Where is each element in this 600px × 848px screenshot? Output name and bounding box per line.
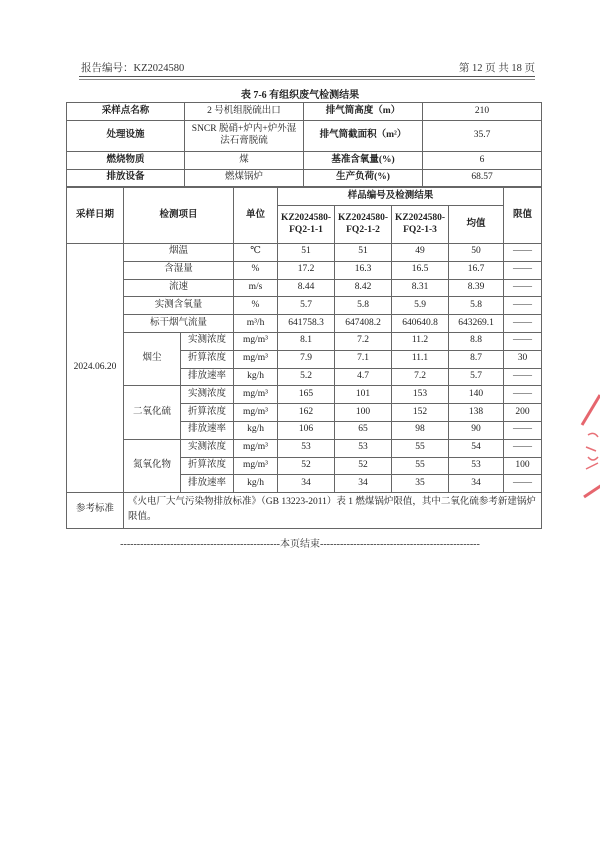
cell-avg: 8.39 — [449, 279, 504, 297]
cell-avg: 5.8 — [449, 297, 504, 315]
pollutant-name: 二氧化硫 — [124, 386, 181, 439]
cell-v3: 98 — [392, 421, 449, 439]
cell-v3: 11.2 — [392, 332, 449, 350]
cell-avg: 50 — [449, 244, 504, 262]
cell-v1: 51 — [278, 244, 335, 262]
cell-v2: 4.7 — [335, 368, 392, 386]
info-table — [66, 102, 542, 187]
cell-v1: 17.2 — [278, 261, 335, 279]
page-info: 第 12 页 共 18 页 — [458, 63, 535, 74]
info-row — [67, 152, 542, 170]
info-value: 煤 — [185, 152, 304, 170]
data-row — [67, 244, 542, 262]
header-item: 检测项目 — [124, 188, 234, 244]
results-table — [66, 187, 542, 529]
info-value: 210 — [423, 103, 542, 121]
info-value: SNCR 脱硝+炉内+炉外湿法石膏脱硫 — [185, 121, 304, 152]
cell-avg: 138 — [449, 404, 504, 422]
cell-v3: 55 — [392, 439, 449, 457]
cell-v1: 8.1 — [278, 332, 335, 350]
cell-limit: 30 — [504, 350, 542, 368]
cell-v2: 16.3 — [335, 261, 392, 279]
item-name: 实测含氧量 — [124, 297, 234, 315]
cell-avg: 54 — [449, 439, 504, 457]
data-row — [67, 297, 542, 315]
info-label: 基准含氧量(%) — [304, 152, 423, 170]
info-label: 排气筒高度（m） — [304, 103, 423, 121]
cell-limit: —— — [504, 439, 542, 457]
data-row — [67, 439, 542, 457]
cell-v3: 152 — [392, 404, 449, 422]
cell-v2: 52 — [335, 457, 392, 475]
cell-v3: 11.1 — [392, 350, 449, 368]
cell-v2: 34 — [335, 475, 392, 493]
info-label: 生产负荷(%) — [304, 170, 423, 187]
cell-v3: 35 — [392, 475, 449, 493]
sub-item: 排放速率 — [181, 368, 234, 386]
item-name: 含湿量 — [124, 261, 234, 279]
cell-unit: mg/m³ — [234, 332, 278, 350]
cell-v3: 640640.8 — [392, 315, 449, 333]
header-group: 样品编号及检测结果 — [278, 188, 504, 206]
cell-v2: 5.8 — [335, 297, 392, 315]
cell-v3: 55 — [392, 457, 449, 475]
cell-v1: 641758.3 — [278, 315, 335, 333]
reference-text: 《火电厂大气污染物排放标准》（GB 13223-2011）表 1 燃煤锅炉限值，其中二氧化硫参考新建锅炉限值。 — [124, 493, 542, 528]
cell-v1: 106 — [278, 421, 335, 439]
cell-v1: 53 — [278, 439, 335, 457]
cell-limit: —— — [504, 475, 542, 493]
header-rule-thin — [79, 79, 535, 80]
cell-limit: 200 — [504, 404, 542, 422]
cell-v1: 5.2 — [278, 368, 335, 386]
cell-v3: 49 — [392, 244, 449, 262]
cell-v1: 5.7 — [278, 297, 335, 315]
cell-avg: 90 — [449, 421, 504, 439]
sub-item: 排放速率 — [181, 421, 234, 439]
cell-v1: 34 — [278, 475, 335, 493]
info-value: 燃煤锅炉 — [185, 170, 304, 187]
cell-v2: 100 — [335, 404, 392, 422]
info-label: 燃烧物质 — [67, 152, 185, 170]
info-row — [67, 170, 542, 187]
data-row — [67, 261, 542, 279]
info-value: 2 号机组脱硫出口 — [185, 103, 304, 121]
data-row — [67, 315, 542, 333]
cell-v1: 7.9 — [278, 350, 335, 368]
item-name: 标干烟气流量 — [124, 315, 234, 333]
header-unit: 单位 — [234, 188, 278, 244]
cell-unit: % — [234, 261, 278, 279]
cell-unit: kg/h — [234, 475, 278, 493]
info-value: 68.57 — [423, 170, 542, 187]
cell-limit: —— — [504, 261, 542, 279]
cell-avg: 140 — [449, 386, 504, 404]
data-row — [67, 386, 542, 404]
cell-v3: 16.5 — [392, 261, 449, 279]
cell-v3: 8.31 — [392, 279, 449, 297]
sub-item: 排放速率 — [181, 475, 234, 493]
info-label: 采样点名称 — [67, 103, 185, 121]
cell-v2: 8.42 — [335, 279, 392, 297]
header-rule-thick — [79, 76, 535, 77]
header-average: 均值 — [449, 206, 504, 244]
info-label: 处理设施 — [67, 121, 185, 152]
cell-v3: 153 — [392, 386, 449, 404]
sub-item: 折算浓度 — [181, 350, 234, 368]
cell-limit: —— — [504, 297, 542, 315]
cell-avg: 5.7 — [449, 368, 504, 386]
cell-v2: 53 — [335, 439, 392, 457]
cell-unit: m/s — [234, 279, 278, 297]
cell-unit: kg/h — [234, 421, 278, 439]
header-sample-2: KZ2024580-FQ2-1-2 — [335, 206, 392, 244]
header-sample-1: KZ2024580-FQ2-1-1 — [278, 206, 335, 244]
sub-item: 实测浓度 — [181, 439, 234, 457]
cell-limit: —— — [504, 421, 542, 439]
cell-unit: mg/m³ — [234, 350, 278, 368]
info-value: 6 — [423, 152, 542, 170]
item-name: 烟温 — [124, 244, 234, 262]
sub-item: 实测浓度 — [181, 332, 234, 350]
header-row — [67, 188, 542, 206]
header-sample-3: KZ2024580-FQ2-1-3 — [392, 206, 449, 244]
header-date: 采样日期 — [67, 188, 124, 244]
cell-avg: 8.8 — [449, 332, 504, 350]
cell-v1: 165 — [278, 386, 335, 404]
cell-v2: 647408.2 — [335, 315, 392, 333]
cell-limit: —— — [504, 315, 542, 333]
info-label: 排气筒截面积（m²） — [304, 121, 423, 152]
sub-item: 折算浓度 — [181, 457, 234, 475]
cell-v3: 5.9 — [392, 297, 449, 315]
cell-unit: mg/m³ — [234, 386, 278, 404]
cell-avg: 8.7 — [449, 350, 504, 368]
cell-v2: 7.2 — [335, 332, 392, 350]
cell-unit: ℃ — [234, 244, 278, 262]
cell-v3: 7.2 — [392, 368, 449, 386]
cell-unit: m³/h — [234, 315, 278, 333]
cell-v2: 51 — [335, 244, 392, 262]
report-number: 报告编号：KZ2024580 — [81, 63, 185, 74]
table-title: 表 7-6 有组织废气检测结果 — [240, 90, 360, 101]
cell-unit: mg/m³ — [234, 404, 278, 422]
cell-unit: kg/h — [234, 368, 278, 386]
cell-limit: —— — [504, 244, 542, 262]
info-label: 排放设备 — [67, 170, 185, 187]
info-row — [67, 103, 542, 121]
data-row — [67, 332, 542, 350]
cell-unit: mg/m³ — [234, 439, 278, 457]
page-header — [81, 58, 535, 76]
cell-v1: 52 — [278, 457, 335, 475]
header-limit: 限值 — [504, 188, 542, 244]
cell-limit: —— — [504, 332, 542, 350]
pollutant-name: 氮氧化物 — [124, 439, 181, 492]
sub-item: 折算浓度 — [181, 404, 234, 422]
cell-limit: —— — [504, 368, 542, 386]
seal-stamp-icon — [578, 385, 600, 505]
cell-v2: 65 — [335, 421, 392, 439]
item-name: 流速 — [124, 279, 234, 297]
cell-v1: 8.44 — [278, 279, 335, 297]
cell-v2: 7.1 — [335, 350, 392, 368]
data-row — [67, 279, 542, 297]
info-row — [67, 121, 542, 152]
cell-limit: —— — [504, 386, 542, 404]
cell-avg: 34 — [449, 475, 504, 493]
cell-unit: mg/m³ — [234, 457, 278, 475]
pollutant-name: 烟尘 — [124, 332, 181, 385]
cell-limit: —— — [504, 279, 542, 297]
info-value: 35.7 — [423, 121, 542, 152]
cell-v1: 162 — [278, 404, 335, 422]
cell-avg: 53 — [449, 457, 504, 475]
cell-limit: 100 — [504, 457, 542, 475]
cell-unit: % — [234, 297, 278, 315]
reference-row — [67, 493, 542, 528]
sub-item: 实测浓度 — [181, 386, 234, 404]
page-end-marker: ------------------------------------------------本页结束------------------------------------------------ — [120, 539, 480, 550]
reference-label: 参考标准 — [67, 493, 124, 528]
cell-avg: 643269.1 — [449, 315, 504, 333]
cell-v2: 101 — [335, 386, 392, 404]
cell-avg: 16.7 — [449, 261, 504, 279]
sampling-date: 2024.06.20 — [67, 244, 124, 493]
